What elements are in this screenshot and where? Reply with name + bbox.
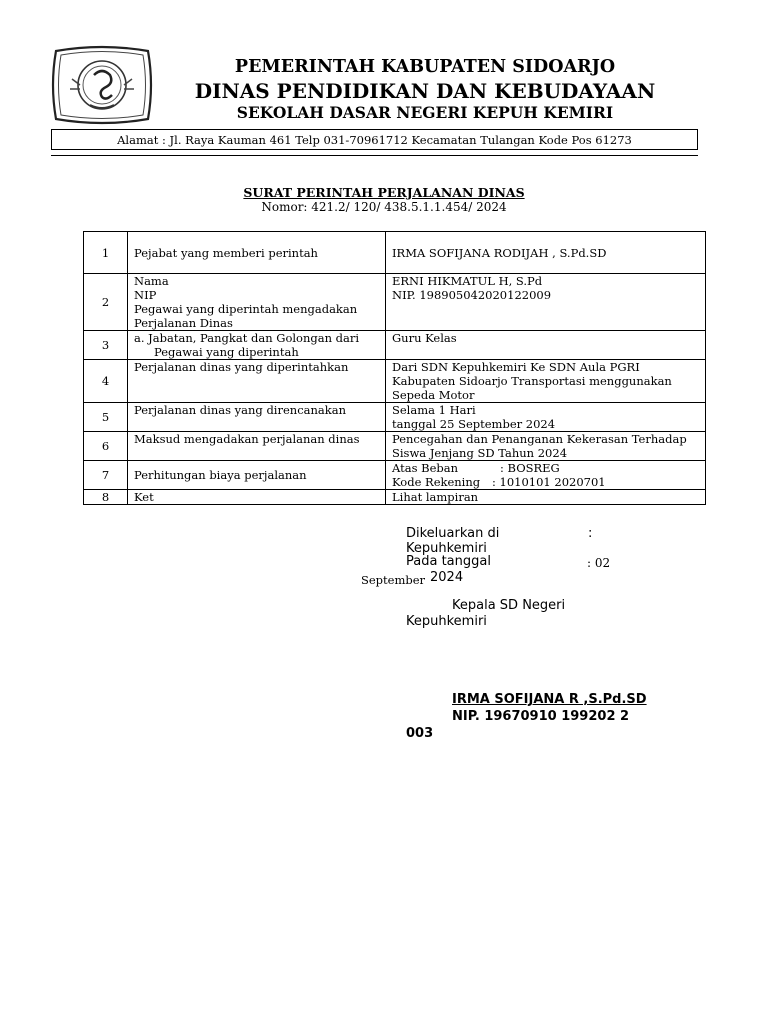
row-label-text: Pejabat yang memberi perintah: [134, 245, 318, 260]
row-label-text: Pegawai yang diperintah: [154, 345, 299, 359]
table-row: [84, 403, 706, 432]
account-code-value: : 1010101 2020701: [492, 475, 606, 489]
row-label: [128, 461, 386, 490]
row-label-text: Perjalanan Dinas: [134, 316, 233, 330]
account-code-line: [392, 475, 705, 489]
signer-name: IRMA SOFIJANA R ,S.Pd.SD: [452, 692, 647, 707]
row-number: 6: [84, 432, 128, 461]
row-value: [386, 403, 706, 432]
row-value: [386, 360, 706, 403]
header-agency-name: DINAS PENDIDIKAN DAN KEBUDAYAAN: [194, 79, 656, 103]
row-label-text: Perhitungan biaya perjalanan: [134, 468, 307, 482]
issued-date-value: : 02: [587, 556, 611, 570]
header-government-name: PEMERINTAH KABUPATEN SIDOARJO: [234, 57, 616, 77]
issued-place-label: Dikeluarkan di: [406, 526, 500, 541]
row-number: 5: [84, 403, 128, 432]
sidoarjo-emblem-icon: [50, 45, 154, 125]
document-number: Nomor: 421.2/ 120/ 438.5.1.1.454/ 2024: [261, 200, 507, 214]
header-school-name: SEKOLAH DASAR NEGERI KEPUH KEMIRI: [236, 103, 614, 122]
row-label-text: Maksud mengadakan perjalanan dinas: [134, 432, 360, 446]
issued-date-year: 2024: [430, 570, 464, 585]
row-value-text: NIP. 198905042020122009: [392, 288, 552, 302]
row-value-text: Guru Kelas: [392, 331, 457, 345]
signer-school: Kepuhkemiri: [406, 614, 487, 629]
row-number: 2: [84, 274, 128, 331]
row-label-text: NIP: [134, 288, 157, 302]
table-row: [84, 232, 706, 274]
row-number: 1: [84, 232, 128, 274]
signer-nip-continued: 003: [406, 726, 434, 741]
row-value-text: Kabupaten Sidoarjo Transportasi menggunakan: [392, 374, 672, 388]
signer-position: Kepala SD Negeri: [452, 598, 566, 613]
issued-place-value: Kepuhkemiri: [406, 541, 487, 556]
row-label: [128, 232, 386, 274]
row-label-text: Ket: [134, 490, 154, 504]
row-value-text: Sepeda Motor: [392, 388, 475, 402]
row-label-text: Perjalanan dinas yang diperintahkan: [134, 360, 349, 374]
row-label-text: Pegawai yang diperintah mengadakan: [134, 302, 358, 316]
document-title: SURAT PERINTAH PERJALANAN DINAS: [243, 185, 525, 200]
row-label: [128, 274, 386, 331]
table-row: [84, 461, 706, 490]
row-label-text: Nama: [134, 274, 169, 288]
issued-place-colon: :: [588, 526, 593, 541]
row-value-text: IRMA SOFIJANA RODIJAH , S.Pd.SD: [392, 245, 607, 260]
row-label: [128, 360, 386, 403]
row-label-text: a. Jabatan, Pangkat dan Golongan dari: [134, 331, 360, 345]
assignment-table: [83, 231, 706, 505]
funding-label: Atas Beban: [392, 461, 459, 475]
row-number: 7: [84, 461, 128, 490]
row-value-text: Selama 1 Hari: [392, 403, 476, 417]
funding-value: : BOSREG: [500, 461, 560, 475]
row-number: 3: [84, 331, 128, 360]
account-code-label: Kode Rekening: [392, 475, 481, 489]
row-number: 8: [84, 490, 128, 505]
row-value-text: ERNI HIKMATUL H, S.Pd: [392, 274, 543, 288]
header-divider: [51, 155, 698, 156]
row-label: [128, 403, 386, 432]
row-number: 4: [84, 360, 128, 403]
row-label-text: Perjalanan dinas yang direncanakan: [134, 403, 346, 417]
row-value-text: Lihat lampiran: [392, 490, 479, 504]
row-value: [386, 490, 706, 505]
table-row: [84, 274, 706, 331]
row-label: [128, 432, 386, 461]
table-row: [84, 360, 706, 403]
row-value-text: Siswa Jenjang SD Tahun 2024: [392, 446, 568, 460]
row-value-text: Pencegahan dan Penanganan Kekerasan Terhadap: [392, 432, 687, 446]
issued-date-month: September: [361, 573, 426, 587]
issued-date-label: Pada tanggal: [406, 554, 491, 569]
row-label: [128, 331, 386, 360]
table-row: [84, 490, 706, 505]
signer-nip: NIP. 19670910 199202 2: [452, 709, 630, 724]
header-address: Alamat : Jl. Raya Kauman 461 Telp 031-70961712 Kecamatan Tulangan Kode Pos 61273: [51, 129, 698, 150]
row-value: [386, 461, 706, 490]
row-value-text: Dari SDN Kepuhkemiri Ke SDN Aula PGRI: [392, 360, 640, 374]
row-label: [128, 490, 386, 505]
funding-source-line: [392, 461, 705, 475]
row-value: [386, 331, 706, 360]
row-value: [386, 274, 706, 331]
table-row: [84, 432, 706, 461]
row-value-text: tanggal 25 September 2024: [392, 417, 556, 431]
table-row: [84, 331, 706, 360]
row-value: [386, 432, 706, 461]
row-value: [386, 232, 706, 274]
